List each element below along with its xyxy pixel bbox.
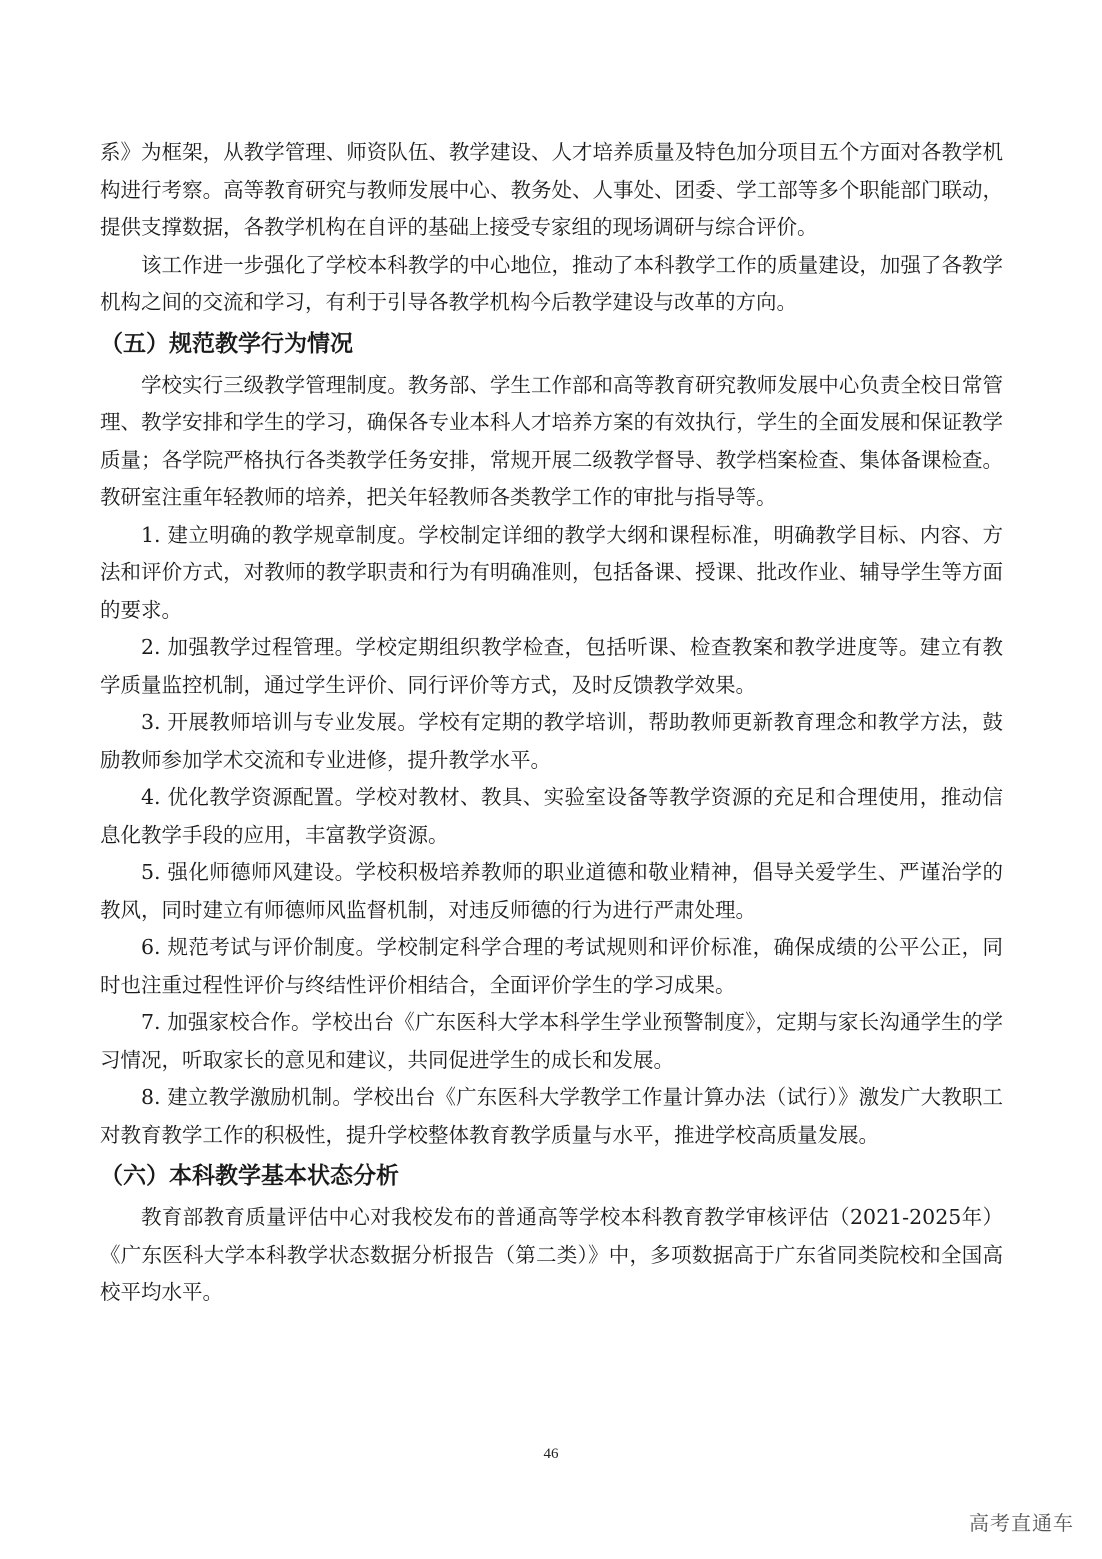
section-heading-5: （五）规范教学行为情况 <box>100 330 353 357</box>
list-item: 8. 建立教学激励机制。学校出台《广东医科大学教学工作量计算办法（试行）》激发广大教职工对教育教学工作的积极性，提升学校整体教育教学质量与水平，推进学校高质量发展。 <box>100 1085 1003 1147</box>
list-item: 6. 规范考试与评价制度。学校制定科学合理的考试规则和评价标准，确保成绩的公平公正，同时也注重过程性评价与终结性评价相结合，全面评价学生的学习成果。 <box>100 935 1003 997</box>
watermark-text: 高考直通车 <box>969 1511 1074 1535</box>
list-item: 7. 加强家校合作。学校出台《广东医科大学本科学生学业预警制度》，定期与家长沟通学生的学习情况，听取家长的意见和建议，共同促进学生的成长和发展。 <box>100 1010 1003 1072</box>
list-item: 5. 强化师德师风建设。学校积极培养教师的职业道德和敬业精神，倡导关爱学生、严谨治学的教风，同时建立有师德师风监督机制，对违反师德的行为进行严肃处理。 <box>100 860 1003 922</box>
page-number: 46 <box>543 1446 559 1462</box>
list-item: 1. 建立明确的教学规章制度。学校制定详细的教学大纲和课程标准，明确教学目标、内容、方法和评价方式，对教师的教学职责和行为有明确准则，包括备课、授课、批改作业、辅导学生等方面的要求。 <box>100 522 1003 622</box>
section6-body: 教育部教育质量评估中心对我校发布的普通高等学校本科教育教学审核评估（2021-2025年）《广东医科大学本科教学状态数据分析报告（第二类）》中，多项数据高于广东省同类院校和全国高校平均水平。 <box>100 1205 1003 1304</box>
list-item: 3. 开展教师培训与专业发展。学校有定期的教学培训，帮助教师更新教育理念和教学方法，鼓励教师参加学术交流和专业进修，提升教学水平。 <box>100 710 1003 772</box>
paragraph: 该工作进一步强化了学校本科教学的中心地位，推动了本科教学工作的质量建设，加强了各教学机构之间的交流和学习，有利于引导各教学机构今后教学建设与改革的方向。 <box>100 252 1003 314</box>
section5-intro: 学校实行三级教学管理制度。教务部、学生工作部和高等教育研究教师发展中心负责全校日常管理、教学安排和学生的学习，确保各专业本科人才培养方案的有效执行，学生的全面发展和保证教学质量；各学院严格执行各类教学任务安排，常规开展二级教学督导、教学档案检查、集体备课检查。教研室注重年轻教师的培养，把关年轻教师各类教学工作的审批与指导等。 <box>100 372 1003 509</box>
list-item: 4. 优化教学资源配置。学校对教材、教具、实验室设备等教学资源的充足和合理使用，推动信息化教学手段的应用，丰富教学资源。 <box>100 785 1003 847</box>
section-heading-6: （六）本科教学基本状态分析 <box>100 1163 399 1189</box>
document-page <box>100 134 1003 1312</box>
paragraph: 系》为框架，从教学管理、师资队伍、教学建设、人才培养质量及特色加分项目五个方面对各教学机构进行考察。高等教育研究与教师发展中心、教务处、人事处、团委、学工部等多个职能部门联动，提供支撑数据，各教学机构在自评的基础上接受专家组的现场调研与综合评价。 <box>100 140 1003 239</box>
list-item: 2. 加强教学过程管理。学校定期组织教学检查，包括听课、检查教案和教学进度等。建立有教学质量监控机制，通过学生评价、同行评价等方式，及时反馈教学效果。 <box>100 635 1003 697</box>
